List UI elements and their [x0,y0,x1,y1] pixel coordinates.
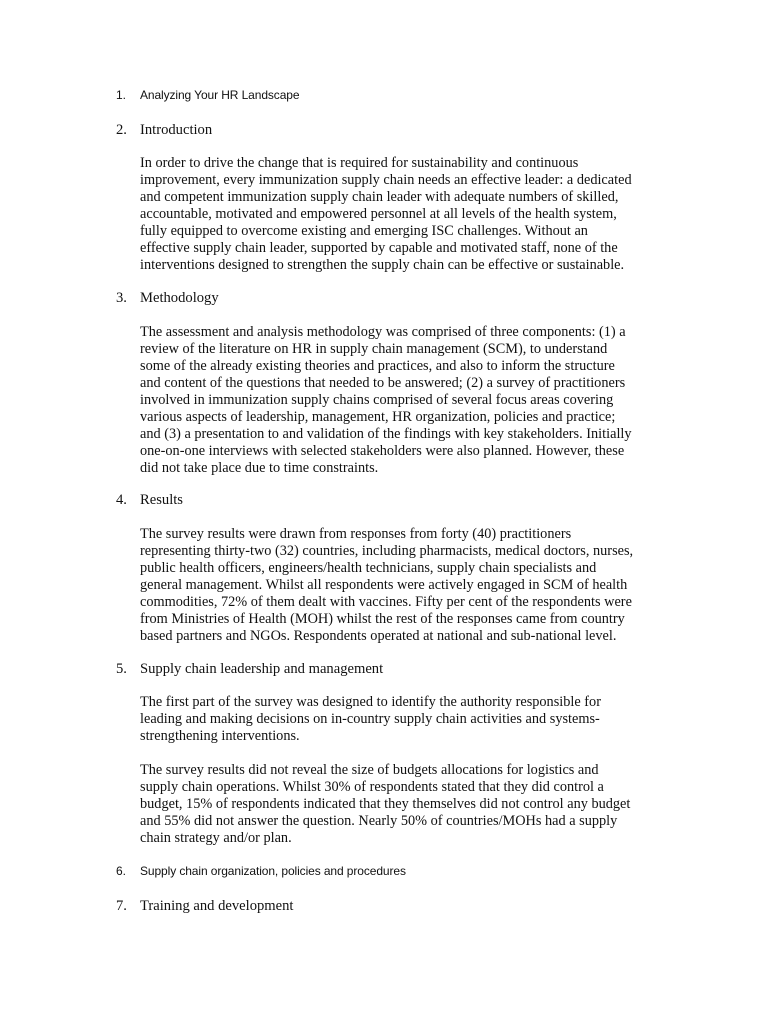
text-line: public health officers, engineers/health technicians, supply chain specialists and [140,559,597,576]
section-title: Training and development [140,898,294,914]
text-line: and content of the questions that needed to be answered; (2) a survey of practitioners [140,374,626,391]
section-heading-6 [116,864,406,878]
text-line: chain strategy and/or plan. [140,829,292,846]
text-line: The survey results did not reveal the size of budgets allocations for logistics and [140,762,599,778]
section-number: 4. [116,492,127,508]
section-title: Supply chain organization, policies and procedures [140,864,406,878]
text-line: representing thirty-two (32) countries, including pharmacists, medical doctors, nurses, [140,542,634,559]
text-line: involved in immunization supply chains comprised of several focus areas covering [140,391,614,408]
introduction-paragraph [140,155,680,274]
text-line: The assessment and analysis methodology was comprised of three components: (1) a [140,324,626,340]
section-title: Analyzing Your HR Landscape [140,88,300,102]
section-number: 3. [116,290,127,306]
results-paragraph [140,526,680,645]
text-line: from Ministries of Health (MOH) whilst the rest of the responses came from country [140,610,625,627]
section-number: 2. [116,122,127,138]
section-number: 6. [116,864,126,878]
section-heading-1 [116,88,299,102]
section-title: Methodology [140,290,219,306]
text-line: strengthening interventions. [140,727,300,744]
text-line: fully equipped to overcome existing and emerging ISC challenges. Without an [140,222,588,239]
section-title: Results [140,492,183,508]
text-line: review of the literature on HR in supply chain management (SCM), to understand [140,340,608,357]
text-line: The survey results were drawn from responses from forty (40) practitioners [140,526,572,542]
text-line: effective supply chain leader, supported by capable and motivated staff, none of the [140,239,618,256]
text-line: various aspects of leadership, management, HR organization, policies and practice; [140,408,616,425]
section-heading-5 [116,661,383,678]
text-line: one-on-one interviews with selected stakeholders were also planned. However, these [140,442,625,459]
text-line: and 55% did not answer the question. Nearly 50% of countries/MOHs had a supply [140,812,618,829]
text-line: budget, 15% of respondents indicated that they themselves did not control any budget [140,795,631,812]
section-number: 5. [116,661,127,677]
section-heading-2 [116,122,212,139]
section-number: 7. [116,898,127,914]
text-line: based partners and NGOs. Respondents operated at national and sub-national level. [140,627,617,644]
text-line: and (3) a presentation to and validation of the findings with key stakeholders. Initially [140,425,632,442]
section-number: 1. [116,88,126,102]
text-line: accountable, motivated and empowered personnel at all levels of the health system, [140,205,617,222]
text-line: commodities, 72% of them dealt with vaccines. Fifty per cent of the respondents were [140,593,632,610]
text-line: interventions designed to strengthen the supply chain can be effective or sustainable. [140,256,625,273]
leadership-paragraph-2 [140,762,680,847]
methodology-paragraph [140,324,680,477]
text-line: leading and making decisions on in-country supply chain activities and systems- [140,710,600,727]
text-line: improvement, every immunization supply chain needs an effective leader: a dedicated [140,171,632,188]
section-heading-4 [116,492,183,509]
text-line: and competent immunization supply chain leader with adequate numbers of skilled, [140,188,619,205]
text-line: In order to drive the change that is required for sustainability and continuous [140,155,579,171]
text-line: supply chain operations. Whilst 30% of respondents stated that they did control a [140,778,604,795]
text-line: did not take place due to time constraints. [140,459,379,476]
text-line: some of the already existing theories and practices, and also to inform the structure [140,357,615,374]
section-heading-3 [116,290,219,307]
section-heading-7 [116,898,293,915]
section-title: Supply chain leadership and management [140,661,384,677]
section-title: Introduction [140,122,213,138]
text-line: The first part of the survey was designed to identify the authority responsible for [140,694,601,710]
leadership-paragraph-1 [140,694,680,745]
text-line: general management. Whilst all respondents were actively engaged in SCM of health [140,576,628,593]
